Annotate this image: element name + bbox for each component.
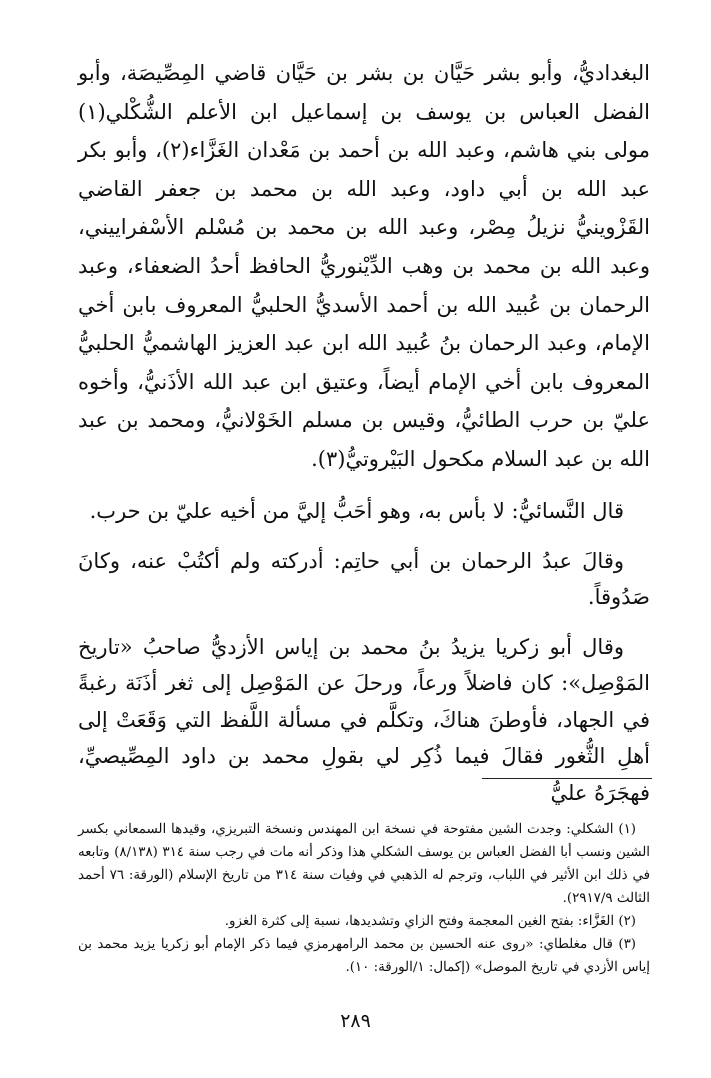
- footnotes: [78, 818, 650, 979]
- paragraph-narrators-list: البغداديُّ، وأبو بشر حَيَّان بن بشر بن حَيَّان قاضي المِصِّيصَة، وأبو الفضل العباس بن يوسف بن إسماعيل ابن الأعلم الشُّكْلي(١) مولى بني هاشم، وعبد الله بن أحمد بن مَعْدان الغَزَّاء(٢)، وأبو بكر عبد الله بن أبي داود، وعبد الله بن محمد بن جعفر القاضي القَزْوينيُّ نزيلُ مِصْر، وعبد الله بن محمد بن مُسْلم الأسْفراييني، وعبد الله بن محمد بن وهب الدِّيْنوريُّ الحافظ أحدُ الضعفاء، وعبد الرحمان بن عُبيد الله بن أحمد الأسديُّ الحلبيُّ المعروف بابن أخي الإمام، وعبد الرحمان بنُ عُبيد الله ابن عبد العزيز الهاشميُّ الحلبيُّ المعروف بابن أخي الإمام أيضاً، وعتيق ابن عبد الله الأذَنيُّ، وأخوه عليّ بن حرب الطائيُّ، وقيس بن مسلم الخَوْلانيُّ، ومحمد بن عبد الله بن عبد السلام مكحول البَيْروتيُّ(٣).: [78, 61, 650, 471]
- paragraph-nasai-quote: قال النَّسائيُّ: لا بأس به، وهو أحَبُّ إليَّ من أخيه عليّ بن حرب.: [89, 498, 624, 523]
- paragraph-abu-zakariya-quote: وقال أبو زكريا يزيدُ بنُ محمد بن إياس الأزديُّ صاحبُ «تاريخ المَوْصِل»: كان فاضلاً ورعاً، ورحلَ عن المَوْصِل إلى ثغر أذَنَة رغبةً في الجهاد، فأوطنَ هناكَ، وتكلَّم في مسألة اللَّفظ التي وَقَعَتْ إلى أهلِ الثُّغور فقالَ فيما ذُكِر لي بقولِ محمد بن داود المِصِّيصيِّ، فهجَرَهُ عليُّ: [78, 634, 650, 805]
- footnote-2: (٢) الغَزَّاء: بفتح الغين المعجمة وفتح الزاي وتشديدها، نسبة إلى كثرة الغزو.: [224, 914, 636, 929]
- page-number: ٢٨٩: [340, 1010, 371, 1032]
- main-text: [78, 54, 650, 811]
- footnote-3: (٣) قال مغلطاي: «روى عنه الحسين بن محمد الرامهرمزي فيما ذكر الإمام أبو زكريا يزيد محمد بن إياس الأزدي في تاريخ الموصل» (إكمال: ١/الورقة: ١٠).: [78, 937, 650, 975]
- paragraph-ibn-abi-hatim-quote: وقالَ عبدُ الرحمان بن أبي حاتِم: أدركته ولم أكتُبْ عنه، وكانَ صَدُوقاً.: [78, 548, 650, 609]
- footnote-divider: [482, 778, 652, 779]
- footnote-1: (١) الشكلي: وجدت الشين مفتوحة في نسخة ابن المهندس ونسخة التبريزي، وقيدها السمعاني بكسر الشين ونسب أبا الفضل العباس بن يوسف الشكلي هذا وذكر أنه مات في رجب سنة ٣١٤ (٨/١٣٨) وتابعه في ذلك ابن الأثير في اللباب، وترجم له الذهبي في وفيات سنة ٣١٤ من تاريخ الإسلام (الورقة: ٧٦ أحمد الثالث ٢٩١٧/٩).: [78, 822, 651, 906]
